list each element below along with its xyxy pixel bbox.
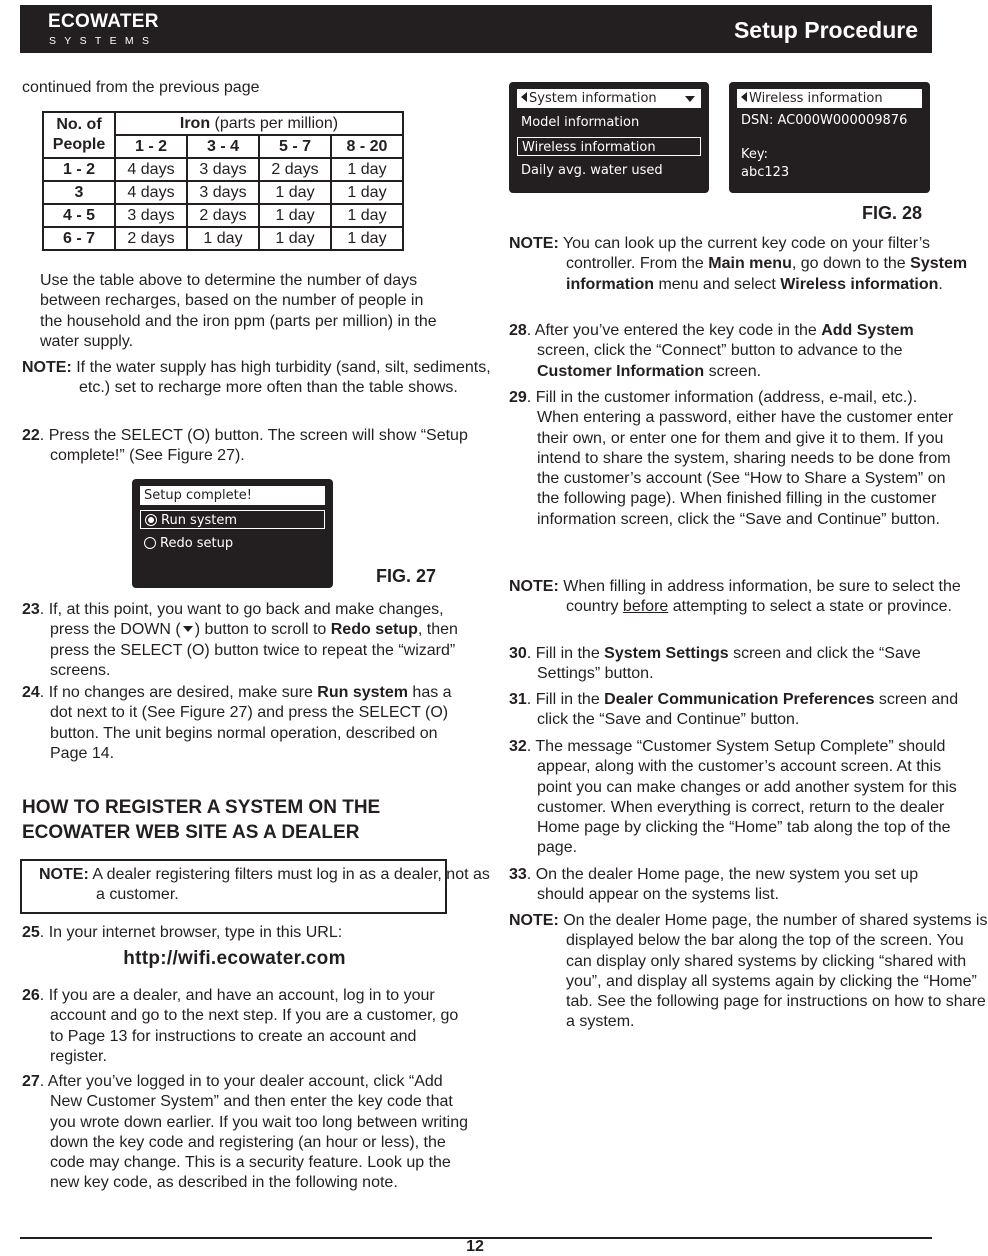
dealer-note: NOTE: A dealer registering filters must log in as a dealer, not as a customer. — [39, 866, 490, 904]
back-arrow-icon — [521, 92, 527, 102]
note-key-code: NOTE: You can look up the current key code on your filter’s controller. From the Main menu, go down to the System information menu and select Wireless information. — [509, 235, 968, 293]
screen-title: Setup complete! — [140, 486, 325, 505]
key-label: Key: — [741, 147, 769, 162]
scroll-down-icon — [685, 96, 695, 102]
ecowater-url: http://wifi.ecowater.com — [123, 948, 346, 969]
note-turbidity: NOTE: If the water supply has high turbidity (sand, silt, sediments, etc.) set to recharge more often than the table shows. — [22, 359, 491, 397]
controller-screen-setup-complete — [132, 479, 333, 588]
brand-logo-subtitle: SYSTEMS — [49, 35, 158, 47]
table-header-people: No. of People — [43, 112, 115, 158]
table-row: 4 - 5 3 days 2 days 1 day 1 day — [43, 204, 403, 227]
range-header: 3 - 4 — [187, 135, 259, 158]
step-26: 26. If you are a dealer, and have an account, log in to your account and go to the next step. If you are a customer, go to Page 13 for instructions to create an account and register. — [22, 987, 459, 1065]
range-header: 1 - 2 — [115, 135, 187, 158]
step-32: 32. The message “Customer System Setup Complete” should appear, along with the customer’s account screen. At this point you can make changes or add another system for this customer. When everything is correct, return to the dealer Home page by clicking the “Home” tab along the top of the page. — [509, 738, 957, 857]
menu-item: Model information — [521, 115, 640, 130]
key-value: abc123 — [741, 165, 790, 180]
page-number: 12 — [466, 1238, 484, 1255]
step-28: 28. After you’ve entered the key code in the Add System screen, click the “Connect” button to advance to the Customer Information screen. — [509, 322, 914, 380]
controller-screen-wireless-information — [729, 82, 930, 193]
down-arrow-icon — [183, 626, 193, 632]
continued-note: continued from the previous page — [22, 79, 260, 96]
header-bar — [20, 5, 932, 53]
menu-item-selected: Wireless information — [517, 137, 701, 156]
step-30: 30. Fill in the System Settings screen and click the “Save Settings” button. — [509, 645, 921, 683]
note-shared-systems: NOTE: On the dealer Home page, the number of shared systems is displayed below the bar along the top of the screen. You can display only shared systems by clicking “shared with you”, and display all systems again by clicking the “Home” tab. See the following page for instructions on how to share a system. — [509, 912, 988, 1031]
step-29: 29. Fill in the customer information (address, e-mail, etc.). When entering a password, either have the customer enter their own, or enter one for them and give it to them. If you intend to share the system, sharing needs to be done from the customer’s account (See “How to Share a System” on the following page). When finished filling in the customer information screen, click the “Save and Continue” button. — [509, 389, 954, 528]
step-22: 22. Press the SELECT (O) button. The screen will show “Setup complete!” (See Figure 27). — [22, 427, 468, 465]
radio-empty-icon — [144, 537, 156, 549]
page-section-title: Setup Procedure — [733, 17, 918, 43]
section-heading: HOW TO REGISTER A SYSTEM ON THE ECOWATER WEB SITE AS A DEALER — [22, 797, 381, 843]
iron-recharge-table — [42, 111, 404, 251]
menu-item: Daily avg. water used — [521, 163, 663, 178]
dealer-note-box — [20, 859, 490, 914]
step-25: 25. In your internet browser, type in this URL: — [22, 924, 343, 941]
table-usage-text: Use the table above to determine the number of days between recharges, based on the number of people in the household and the iron ppm (parts per million) in the water supply. — [40, 272, 437, 350]
run-system-option: Run system — [140, 510, 325, 529]
step-31: 31. Fill in the Dealer Communication Preferences screen and click the “Save and Continue” button. — [509, 691, 959, 729]
redo-setup-option: Redo setup — [140, 534, 325, 553]
range-header: 8 - 20 — [331, 135, 403, 158]
dsn-value: DSN: AC000W000009876 — [741, 113, 908, 128]
controller-screen-system-information — [509, 82, 709, 193]
screen-title: Wireless information — [737, 89, 922, 108]
screen-title: System information — [517, 89, 701, 108]
table-row: 6 - 7 2 days 1 day 1 day 1 day — [43, 227, 403, 250]
note-address: NOTE: When filling in address information, be sure to select the country before attempting to select a state or province. — [509, 578, 961, 616]
brand-logo: ECOWATER — [48, 11, 159, 32]
table-header-iron: Iron (parts per million) — [115, 112, 403, 135]
range-header: 5 - 7 — [259, 135, 331, 158]
step-33: 33. On the dealer Home page, the new system you set up should appear on the systems list. — [509, 866, 919, 904]
step-27: 27. After you’ve logged in to your dealer account, click “Add New Customer System” and then enter the key code that you wrote down earlier. If you wait too long between writing down the key code and registering (an hour or less), the code may change. This is a security feature. Look up the new key code, as described in the following note. — [22, 1073, 469, 1192]
step-24: 24. If no changes are desired, make sure Run system has a dot next to it (See Figure 27) and press the SELECT (O) button. The unit begins normal operation, described on Page 14. — [22, 684, 452, 762]
figure-28-label: FIG. 28 — [862, 203, 923, 223]
radio-selected-icon — [145, 514, 157, 526]
figure-27-label: FIG. 27 — [376, 566, 437, 586]
table-row: 1 - 2 4 days 3 days 2 days 1 day — [43, 158, 403, 181]
table-row: 3 4 days 3 days 1 day 1 day — [43, 181, 403, 204]
step-23: 23. If, at this point, you want to go back and make changes, press the DOWN ( ) button to scroll to Redo setup, then press the SELECT (O) button twice to repeat the “wizard” screens. — [22, 601, 458, 679]
back-arrow-icon — [741, 92, 747, 102]
